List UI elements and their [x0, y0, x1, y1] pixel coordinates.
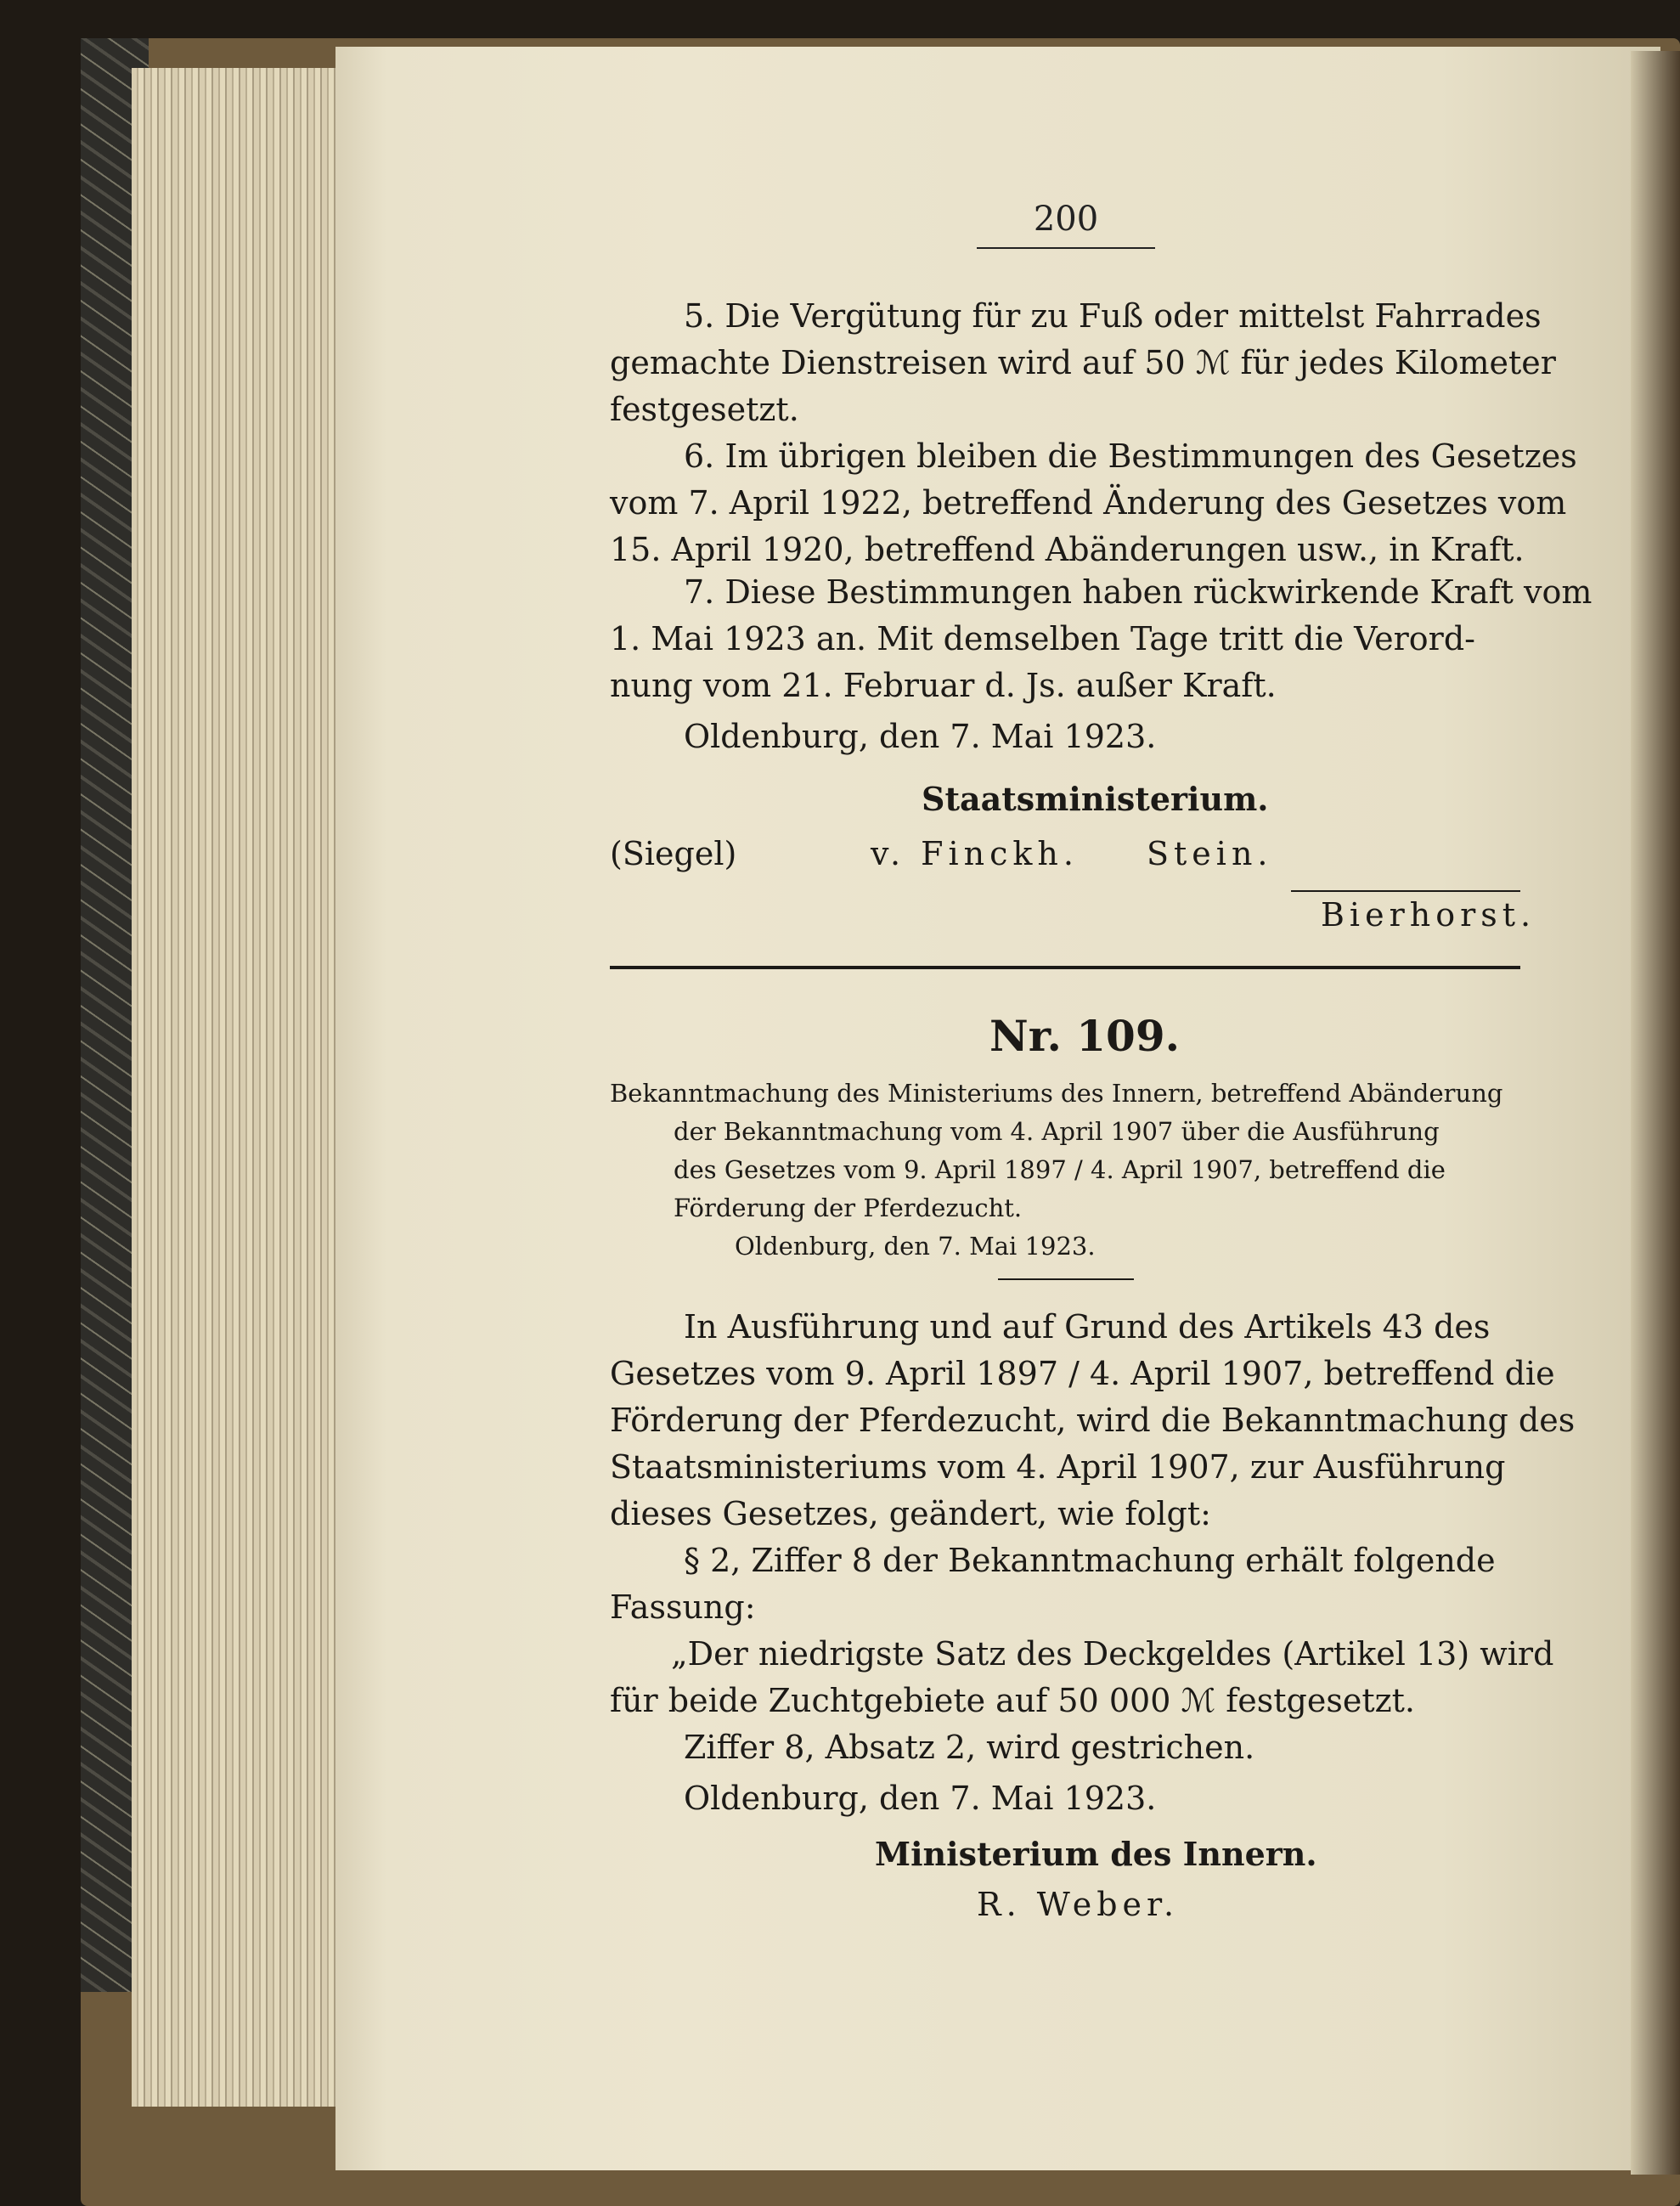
page-number: 200 — [977, 200, 1155, 249]
text-line: Förderung der Pferdezucht, wird die Bekanntmachung des — [610, 1402, 1576, 1439]
page-edges — [132, 68, 344, 2107]
signature-stein: Stein. — [1147, 835, 1273, 872]
countersignature: Bierhorst. — [1321, 896, 1536, 934]
text-line: § 2, Ziffer 8 der Bekanntmachung erhält folgende — [684, 1542, 1496, 1579]
title-line: der Bekanntmachung vom 4. April 1907 über die Ausführung — [674, 1117, 1440, 1146]
text-line: Fassung: — [610, 1588, 756, 1626]
authority: Ministerium des Innern. — [875, 1835, 1317, 1873]
title-line: Förderung der Pferdezucht. — [674, 1193, 1023, 1222]
countersign-rule — [1291, 890, 1520, 892]
signature-finckh: v. Finckh. — [871, 835, 1079, 872]
text-line: 6. Im übrigen bleiben die Bestimmungen des Gesetzes — [684, 437, 1577, 475]
text-line: festgesetzt. — [610, 391, 799, 428]
text-line: 7. Diese Bestimmungen haben rückwirkende Kraft vom — [684, 573, 1593, 611]
text-line: 1. Mai 1923 an. Mit demselben Tage tritt die Verord- — [610, 620, 1475, 657]
title-line: Bekanntmachung des Ministeriums des Innern, betreffend Abänderung — [610, 1079, 1503, 1108]
signature-weber: R. Weber. — [977, 1886, 1180, 1923]
page-gutter-shadow — [1631, 51, 1680, 2175]
place-date: Oldenburg, den 7. Mai 1923. — [684, 718, 1157, 755]
text-line: Ziffer 8, Absatz 2, wird gestrichen. — [684, 1729, 1255, 1766]
text-line: 5. Die Vergütung für zu Fuß oder mittelst Fahrrades — [684, 297, 1542, 335]
place-date: Oldenburg, den 7. Mai 1923. — [684, 1780, 1157, 1817]
text-line: nung vom 21. Februar d. Js. außer Kraft. — [610, 667, 1277, 704]
authority: Staatsministerium. — [922, 780, 1269, 818]
title-date: Oldenburg, den 7. Mai 1923. — [735, 1232, 1096, 1261]
text-line: „Der niedrigste Satz des Deckgeldes (Artikel 13) wird — [671, 1635, 1554, 1673]
text-line: für beide Zuchtgebiete auf 50 000 ℳ festgesetzt. — [610, 1682, 1415, 1719]
section-divider — [610, 966, 1520, 969]
text-line: vom 7. April 1922, betreffend Änderung des Gesetzes vom — [610, 484, 1567, 522]
text-line: Staatsministeriums vom 4. April 1907, zur Ausführung — [610, 1448, 1506, 1486]
text-line: gemachte Dienstreisen wird auf 50 ℳ für jedes Kilometer — [610, 344, 1556, 381]
title-line: des Gesetzes vom 9. April 1897 / 4. April 1907, betreffend die — [674, 1155, 1446, 1184]
text-line: In Ausführung und auf Grund des Artikels 43 des — [684, 1308, 1491, 1346]
section-number: Nr. 109. — [989, 1011, 1181, 1061]
seal-label: (Siegel) — [610, 835, 737, 872]
text-line: Gesetzes vom 9. April 1897 / 4. April 1907, betreffend die — [610, 1355, 1555, 1392]
title-rule — [998, 1278, 1134, 1280]
text-line: 15. April 1920, betreffend Abänderungen usw., in Kraft. — [610, 531, 1525, 568]
text-line: dieses Gesetzes, geändert, wie folgt: — [610, 1495, 1211, 1532]
